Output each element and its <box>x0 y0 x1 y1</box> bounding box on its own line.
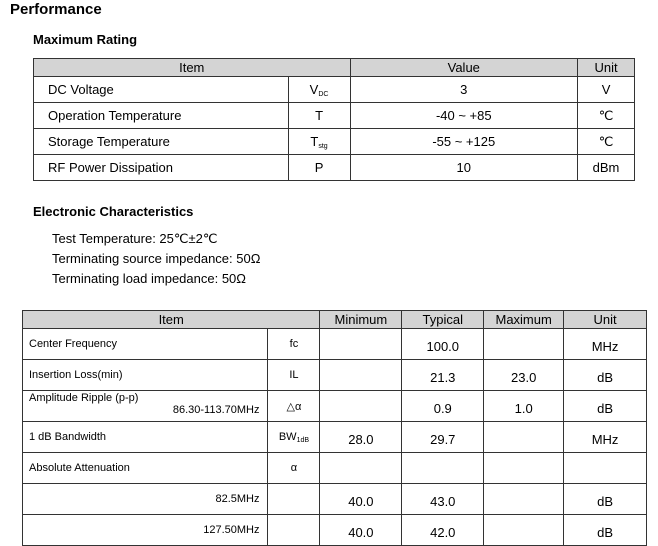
header-minimum: Minimum <box>320 311 402 329</box>
electronic-table <box>22 310 647 546</box>
param-min <box>320 360 402 391</box>
table-row <box>34 77 635 103</box>
header-maximum: Maximum <box>484 311 564 329</box>
table-row <box>23 515 647 546</box>
param-min: 40.0 <box>320 515 402 546</box>
header-unit: Unit <box>578 59 635 77</box>
param-symbol: $BW_{1dB}$ <box>268 422 320 453</box>
param-name: Operation Temperature <box>34 103 289 129</box>
table-row <box>23 453 647 484</box>
param-max <box>484 484 564 515</box>
param-name: RF Power Dissipation <box>34 155 289 181</box>
param-symbol <box>268 515 320 546</box>
param-max <box>484 329 564 360</box>
source-impedance-text: Terminating source impedance: 50Ω <box>52 251 261 266</box>
table-row <box>23 484 647 515</box>
table-row <box>34 129 635 155</box>
param-min: 28.0 <box>320 422 402 453</box>
param-typ <box>402 453 484 484</box>
table-row <box>34 103 635 129</box>
table-row <box>23 391 647 422</box>
param-min <box>320 329 402 360</box>
param-unit: dB <box>564 515 647 546</box>
param-typ: 21.3 <box>402 360 484 391</box>
param-min: 40.0 <box>320 484 402 515</box>
param-unit: MHz <box>564 329 647 360</box>
page-title: Performance <box>10 1 102 18</box>
table-row <box>34 155 635 181</box>
param-unit: MHz <box>564 422 647 453</box>
header-item: Item <box>34 59 351 77</box>
param-typ: 42.0 <box>402 515 484 546</box>
header-unit: Unit <box>564 311 647 329</box>
param-symbol: $V_{DC}$ <box>288 77 350 103</box>
param-max: 1.0 <box>484 391 564 422</box>
table-row <box>23 422 647 453</box>
header-item: Item <box>23 311 320 329</box>
param-symbol: $T_{stg}$ <box>288 129 350 155</box>
param-name: 1 dB Bandwidth <box>23 422 268 453</box>
param-unit: ℃ <box>578 103 635 129</box>
param-typ: 100.0 <box>402 329 484 360</box>
param-max <box>484 422 564 453</box>
electronic-header-row <box>23 311 647 329</box>
param-name: Absolute Attenuation <box>23 453 268 484</box>
max-rating-heading: Maximum Rating <box>33 32 138 47</box>
param-name: DC Voltage <box>34 77 289 103</box>
param-unit: dB <box>564 360 647 391</box>
param-name: Center Frequency <box>23 329 268 360</box>
param-symbol <box>268 484 320 515</box>
param-name <box>23 391 268 422</box>
param-typ: 43.0 <box>402 484 484 515</box>
header-value: Value <box>350 59 578 77</box>
param-symbol: P <box>288 155 350 181</box>
param-unit: V <box>578 77 635 103</box>
param-unit: dBm <box>578 155 635 181</box>
param-value: 10 <box>350 155 578 181</box>
param-max <box>484 453 564 484</box>
param-value: -55 ~ +125 <box>350 129 578 155</box>
param-symbol: IL <box>268 360 320 391</box>
param-symbol: fc <box>268 329 320 360</box>
param-min <box>320 391 402 422</box>
param-name-main: Amplitude Ripple (p-p) <box>29 392 139 404</box>
param-symbol: △α <box>268 391 320 422</box>
max-rating-header-row <box>34 59 635 77</box>
param-max: 23.0 <box>484 360 564 391</box>
param-symbol: T <box>288 103 350 129</box>
param-symbol: α <box>268 453 320 484</box>
param-value: 3 <box>350 77 578 103</box>
param-unit: dB <box>564 484 647 515</box>
param-unit <box>564 453 647 484</box>
param-name: 127.50MHz <box>23 515 268 546</box>
param-name: 82.5MHz <box>23 484 268 515</box>
param-min <box>320 453 402 484</box>
table-row <box>23 329 647 360</box>
param-typ: 29.7 <box>402 422 484 453</box>
header-typical: Typical <box>402 311 484 329</box>
param-max <box>484 515 564 546</box>
param-unit: dB <box>564 391 647 422</box>
param-name: Storage Temperature <box>34 129 289 155</box>
electronic-heading: Electronic Characteristics <box>33 204 194 219</box>
load-impedance-text: Terminating load impedance: 50Ω <box>52 271 246 286</box>
test-temperature-text: Test Temperature: 25℃±2℃ <box>52 231 218 246</box>
param-unit: ℃ <box>578 129 635 155</box>
table-row <box>23 360 647 391</box>
param-typ: 0.9 <box>402 391 484 422</box>
max-rating-table <box>33 58 635 181</box>
param-name: Insertion Loss(min) <box>23 360 268 391</box>
param-name-range: 86.30-113.70MHz <box>172 404 260 416</box>
param-value: -40 ~ +85 <box>350 103 578 129</box>
